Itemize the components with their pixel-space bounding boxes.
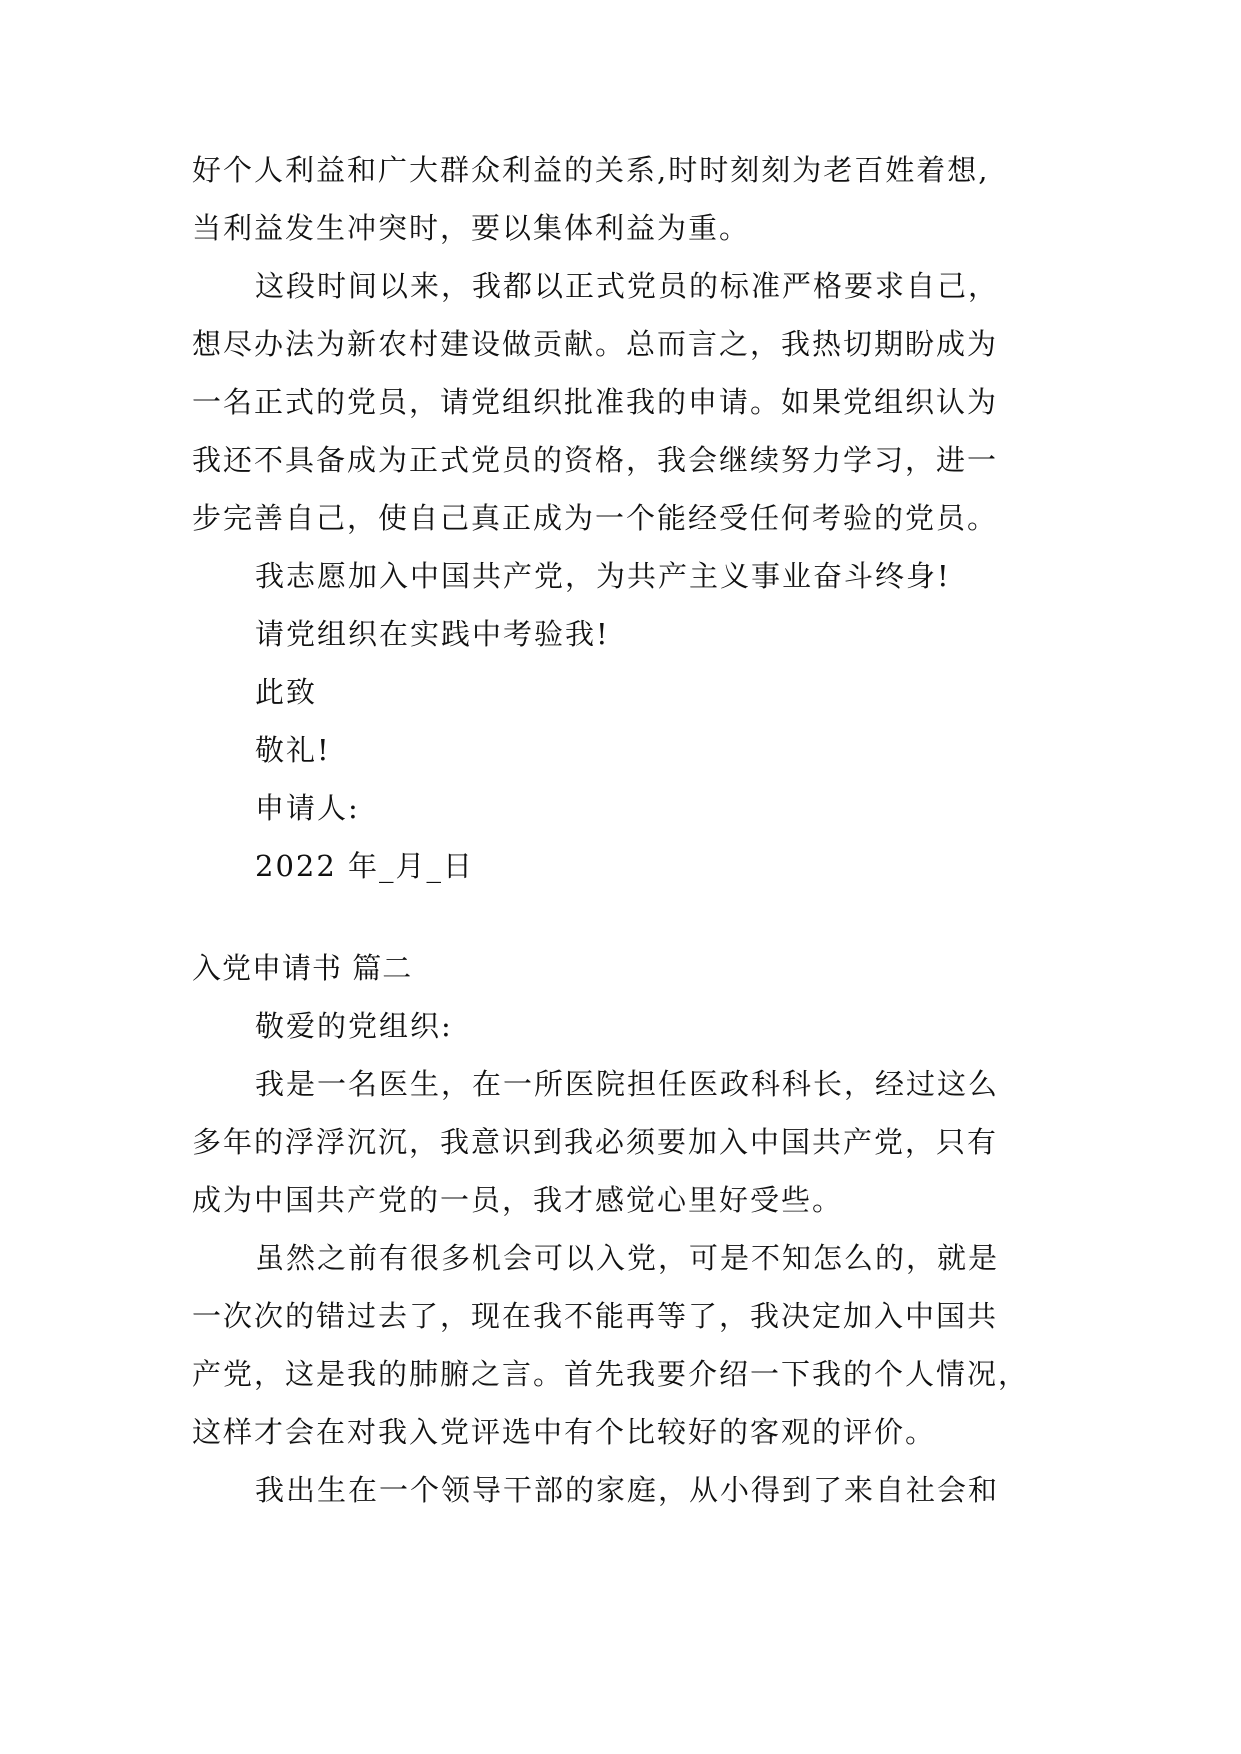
salutation-line: 敬爱的党组织: (255, 1009, 453, 1043)
paragraph-line: 我还不具备成为正式党员的资格，我会继续努力学习，进一 (192, 443, 999, 477)
paragraph-line: 想尽办法为新农村建设做贡献。总而言之，我热切期盼成为 (192, 327, 999, 361)
closing-line: 敬礼! (255, 733, 331, 767)
section-title: 入党申请书 篇二 (192, 951, 413, 985)
paragraph-line: 产党，这是我的肺腑之言。首先我要介绍一下我的个人情况， (192, 1357, 1030, 1391)
paragraph-line: 一名正式的党员，请党组织批准我的申请。如果党组织认为 (192, 385, 999, 419)
paragraph-line: 这样才会在对我入党评选中有个比较好的客观的评价。 (192, 1415, 937, 1449)
closing-line: 此致 (255, 675, 318, 709)
paragraph-line: 请党组织在实践中考验我! (255, 617, 610, 651)
paragraph-line: 这段时间以来，我都以正式党员的标准严格要求自己， (255, 269, 1000, 303)
paragraph-line: 好个人利益和广大群众利益的关系,时时刻刻为老百姓着想, (192, 153, 990, 187)
signature-line: 申请人: (255, 791, 360, 825)
date-line: 2022 年_月_日 (255, 849, 475, 883)
paragraph-line: 我志愿加入中国共产党，为共产主义事业奋斗终身! (255, 559, 951, 593)
paragraph-line: 步完善自己，使自己真正成为一个能经受任何考验的党员。 (192, 501, 999, 535)
paragraph-line: 我出生在一个领导干部的家庭，从小得到了来自社会和 (255, 1473, 1000, 1507)
paragraph-line: 成为中国共产党的一员，我才感觉心里好受些。 (192, 1183, 844, 1217)
paragraph-line: 我是一名医生，在一所医院担任医政科科长，经过这么 (255, 1067, 1000, 1101)
paragraph-line: 一次次的错过去了，现在我不能再等了，我决定加入中国共 (192, 1299, 999, 1333)
paragraph-line: 当利益发生冲突时，要以集体利益为重。 (192, 211, 751, 245)
paragraph-line: 多年的浮浮沉沉，我意识到我必须要加入中国共产党，只有 (192, 1125, 999, 1159)
paragraph-line: 虽然之前有很多机会可以入党，可是不知怎么的，就是 (255, 1241, 1000, 1275)
